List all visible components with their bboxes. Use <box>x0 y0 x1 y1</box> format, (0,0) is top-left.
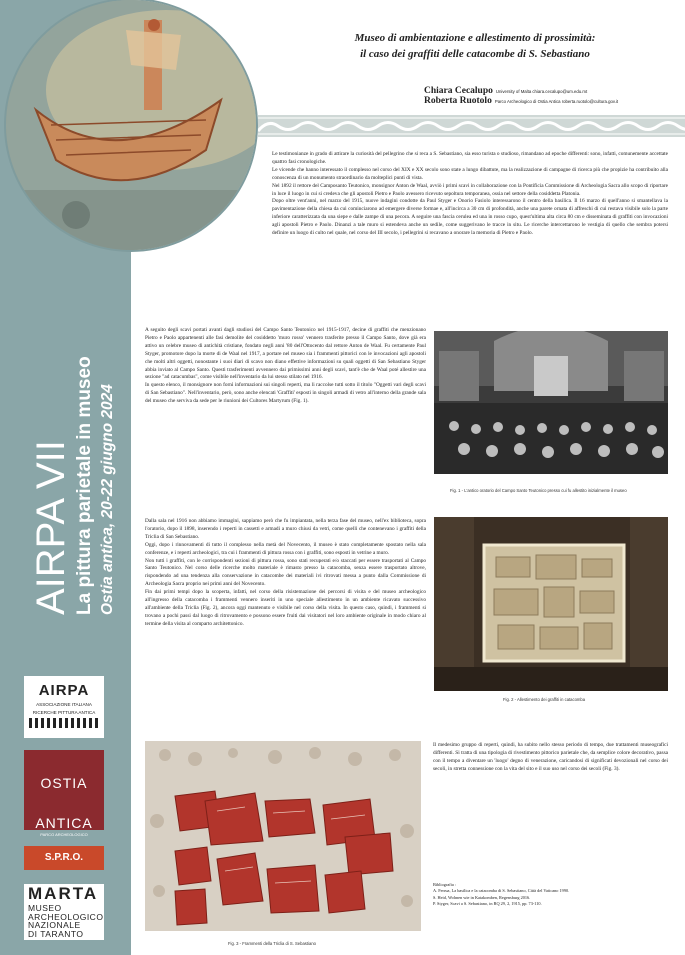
title-line1: Museo di ambientazione e allestimento di prossimità: <box>354 32 596 44</box>
airpa-logo-name: AIRPA <box>38 682 90 699</box>
decorative-band <box>258 115 685 137</box>
poster-title <box>300 30 650 62</box>
spro-logo <box>24 846 104 870</box>
vertical-subtitle: La pittura parietale in museo <box>74 356 95 615</box>
marta-logo-line: DI TARANTO <box>28 928 84 939</box>
figure-1-oratory-photo <box>434 331 668 474</box>
ostia-logo-line2: ANTICA <box>35 815 93 831</box>
body-paragraph: Il medesimo gruppo di reperti, quindi, ha subito nello stesso periodo di tempo, due trattamenti museografici differenti. Si tratta di una tipologia di rivestimento pittorico parietale che, da semplice colore decorativo, passa con il tempo a diventare un 'luogo' degno di venerazione, caricandosi di significati devozionali nel corso dei secoli, in stretta connessione con la vita del sito e il suo uso nel corso dei secoli (Fig. 3). <box>433 742 668 772</box>
oratory-photo-drawing <box>434 331 668 474</box>
airpa-logo-line2: RICERCHE PITTURA ANTICA <box>32 710 96 715</box>
body-paragraph: Oggi, dopo i rinnovamenti di tutto il complesso nella metà del Novecento, il museo è stato completamente spostato nella sala conferenze, e i reperti archeologici, tra cui i frammenti di pittura rossa con i graffiti, sono esposti in vetrine a muro. <box>145 541 426 556</box>
section-catacomb-text <box>145 518 426 629</box>
section-museum-text <box>145 327 426 406</box>
ostia-logo-line3: PARCO ARCHEOLOGICO <box>40 832 88 837</box>
vertical-title: AIRPA VII <box>29 440 73 615</box>
author-name: Chiara Cecalupo <box>424 86 493 96</box>
intro-text <box>272 151 668 238</box>
bibliography-item: P. Styger, Scavi a S. Sebastiano, in RQ 29, 2, 1915, pp. 73-110. <box>433 901 542 907</box>
wave-pattern <box>258 115 685 137</box>
display-photo-drawing <box>434 517 668 691</box>
author-affiliation: Parco Archeologico di Ostia Antica roberta.ruotolo@cultura.gov.it <box>494 99 619 104</box>
body-paragraph: Non tutti i graffiti, con le corrispondenti sezioni di pittura rossa, sono stati recuperati e/o staccati per essere trasportati al Campo Santo Teutonico. Nel corso delle ricerche molto materiale è rimasto presso la catacomba, senza essere trasportato altrove, rispondendo ad una tendenza alla conservazione in catacombe dei materiali ivi ritrovati messa a punto dalla Commissione di Archeologia Sacra proprio nei primi anni del Novecento. <box>145 557 426 588</box>
figure-3-fragments-photo <box>145 741 421 931</box>
marta-logo-line: MUSEO <box>28 903 62 913</box>
bibliography-heading: Bibliografia : <box>433 882 457 887</box>
spro-logo-name: S.P.R.O. <box>44 852 84 863</box>
marta-logo-line: NAZIONALE <box>28 920 81 931</box>
marta-logo-line: ARCHEOLOGICO <box>28 911 104 922</box>
authors-block <box>424 86 674 106</box>
ostia-logo-line1: OSTIA <box>40 775 88 791</box>
ship-fresco-drawing <box>6 0 256 250</box>
fragments-photo-drawing <box>145 741 421 931</box>
airpa-logo-pattern <box>29 718 99 728</box>
figure-2-display-photo <box>434 517 668 691</box>
author-name: Roberta Ruotolo <box>424 96 492 106</box>
vertical-place: Ostia antica, 20-22 giugno 2024 <box>99 384 116 615</box>
fresco-ship-image <box>6 0 256 250</box>
figure-1-caption: Fig. 1 - L'antico oratorio del Campo Santo Teutonico presso cui fu allestito inizialmente il museo <box>450 488 627 493</box>
body-paragraph: In questo elenco, il monsignore non fornì informazioni sui singoli reperti, ma li raccolse tutti sotto il titolo "Oggetti vari degli scavi di San Sebastiano". Nell'inventario, però, sono anche elencati 'Graffiti' esposti in singoli armadi di vetro all'interno della grande sala del museo che serviva da sede per le riunioni dei Cultores Martyrum (Fig. 1). <box>145 382 426 405</box>
vertical-title-block <box>10 330 130 620</box>
intro-paragraph: Le vicende che hanno interessato il complesso nel corso del XIX e XX secolo sono state a lungo dibattute, ma la realizzazione di campagne di ricerca più che propizie ha contribuito alla conoscenza di un monumento straordinario da molteplici punti di vista. <box>272 166 668 181</box>
intro-paragraph: Dopo oltre vent'anni, nel marzo del 1915, nuove indagini condotte da Paul Styger e Onorio Fasiolo interessarono il centro della basilica. Il 16 marzo di quell'anno si smantellava la pavimentazione della chiesa da cui cominciarono ad emergere diverse formae e, all'incirca a 30 cm di profondità, anche una parete ornata di affreschi di cui restava visibile solo la parte inferiore caratterizzata da una siepe e dalle zampe di una pecora. A seguire una fascia cerulea ed una in rosso cupo, quest'ultima alta circa 80 cm e disseminata di graffiti con invocazioni agli apostoli Pietro e Paolo. Dinanzi a tale muro si estendeva anche un sedile, come suggerivano le tracce in situ. Le ricerche intercettarono le vestigia di quello che sembra potersi definire un luogo di culto nel quale, nel corso del III secolo, i pellegrini si recavano a onorare la memoria di Pietro e Paolo. <box>272 198 668 237</box>
vertical-title-svg <box>10 330 130 620</box>
airpa-logo <box>24 676 104 738</box>
figure-2-caption: Fig. 2 - Allestimento dei graffiti in catacomba <box>503 697 586 702</box>
ostia-antica-logo <box>24 750 104 837</box>
figure-3-caption: Fig. 3 - Frammenti della Triclia di S. Sebastiano <box>228 941 316 946</box>
intro-paragraph: Le testimonianze in grado di attirare la curiosità del pellegrino che si reca a S. Sebastiano, sia esso turista o studioso, rimandano ad epoche differenti: sono, infatti, comunemente accettate quattro fasi cronologiche. <box>272 151 668 165</box>
bibliography-item: S. Heid, Wohnen wie in Katakomben, Regensburg 2016. <box>433 894 531 900</box>
intro-paragraph: Nel 1892 il rettore del Camposanto Teutonico, monsignor Anton de Waal, avviò i primi scavi in collaborazione con la Pontificia Commissione di Archeologia Sacra allo scopo di riportare in luce il luogo in cui si credeva che gli apostoli Pietro e Paolo avessero ricevuto sepoltura temporanea, ossia nel settore della cosiddetta Platonia. <box>272 182 668 197</box>
marta-logo <box>24 884 104 940</box>
bibliography-item: A. Ferrua, La basilica e la catacomba di S. Sebastiano, Città del Vaticano 1990. <box>433 888 570 894</box>
body-paragraph: Dalla sala nel 1916 non abbiamo immagini, sappiamo però che fu impiantata, nella terza fase del museo, nell'ex biblioteca, sopra l'oratorio, dopo il 1898, inserendo i reperti in cassetti e armadi a muro chiusi da vetri, come quelli che contenevano i graffiti della Triclia di San Sebastiano. <box>145 518 426 540</box>
title-line2: il caso dei graffiti delle catacombe di S. Sebastiano <box>360 48 590 60</box>
author-affiliation: University of Malta chiara.cecalupo@um.edu.mt <box>495 89 588 94</box>
author-row <box>424 96 674 106</box>
airpa-logo-line1: ASSOCIAZIONE ITALIANA <box>36 702 92 707</box>
author-row <box>424 86 674 96</box>
body-paragraph: A seguito degli scavi portati avanti dagli studiosi del Campo Santo Teutonico nel 1915-1917, decine di graffiti che menzionano Pietro e Paolo appartenenti alle fasi demolite del cosiddetto 'muro rosso' vennero trasferite presso il Campo Santo, dove già era attivo un celebre museo di antichità cristiane, fondato negli anni '80 dell'Ottocento dal rettore Anton de Waal. Fu certamente Paul Styger, promotore dopo la morte di de Waal nel 1917, a portare nel museo sia i frammenti pittorici con le invocazioni agli apostoli che molti altri oggetti, nonostante i suoi diari di scavo non diano effettive informazioni su quali oggetti di San Sebastiano Styger abbia inviato al Campo Santo. Questi trasferimenti avvennero dai primissimi anni degli scavi, tant'è che de Waal poté allestire una sezione "ad catacumbas", come visibile nell'inventario da lui stesso stilato nel 1916. <box>145 327 426 381</box>
body-paragraph: Fin dai primi tempi dopo la scoperta, infatti, nel corso della risistemazione dei percorsi di visita e del museo archeologico all'ingresso della catacomba i frammenti vennero inseriti in uno speciale allestimento in un ambiente ricavato successivo all'ambiente della Triclia (Fig. 2), ancora oggi mantenuto e visibile nel corso della visita. In questo caso, quindi, i frammenti si trovano a pochi passi dal luogo di ritrovamento e possono essere fruiti dai visitatori nel loro ambiente originale in modo chiaro al termine della visita al comparto architettonico. <box>145 589 426 627</box>
bibliography <box>433 882 668 908</box>
section-conclusion-text <box>433 742 668 774</box>
marta-logo-name: MARTA <box>28 884 99 903</box>
